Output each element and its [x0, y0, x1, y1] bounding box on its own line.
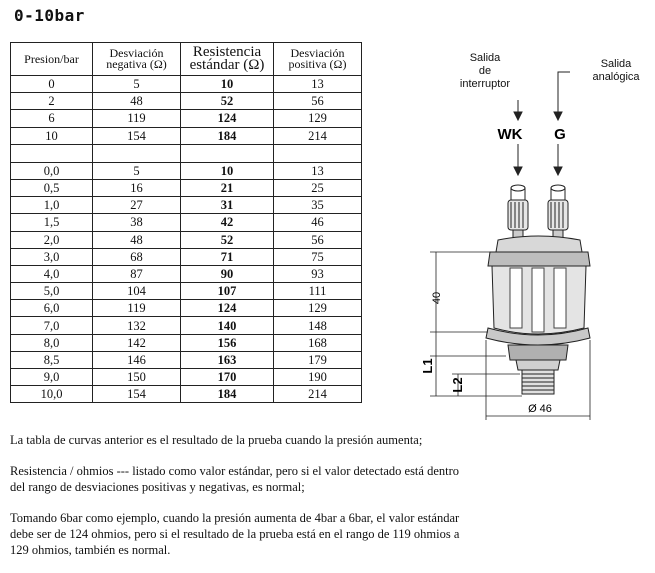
cell-negative: 154 [93, 386, 181, 403]
cell-positive: 129 [274, 110, 362, 127]
cell-standard: 52 [181, 231, 274, 248]
cell-negative: 132 [93, 317, 181, 334]
cell-standard: 52 [181, 93, 274, 110]
notes [10, 432, 470, 573]
cell-negative: 5 [93, 76, 181, 93]
page-title: 0-10bar [14, 6, 85, 25]
table-row [11, 197, 362, 214]
cell-negative: 104 [93, 283, 181, 300]
table-row [11, 265, 362, 282]
sensor-body [486, 236, 590, 394]
cell-pressure [11, 144, 93, 162]
cell-standard: 170 [181, 369, 274, 386]
table-row [11, 214, 362, 231]
cell-standard: 124 [181, 300, 274, 317]
table-row [11, 334, 362, 351]
cell-standard: 90 [181, 265, 274, 282]
cell-pressure: 2,0 [11, 231, 93, 248]
cell-negative: 68 [93, 248, 181, 265]
cell-positive: 148 [274, 317, 362, 334]
cell-pressure: 6 [11, 110, 93, 127]
header-negative-deviation: Desviación negativa (Ω) [93, 43, 181, 76]
dimension-diameter: Ø 46 [528, 403, 552, 415]
cell-pressure: 0,5 [11, 179, 93, 196]
cell-pressure: 10,0 [11, 386, 93, 403]
table-row [11, 386, 362, 403]
cell-positive: 168 [274, 334, 362, 351]
dimension-l1: L1 [420, 358, 435, 374]
switch-output-label: Salida de interruptor [459, 52, 511, 90]
g-arrow [554, 112, 562, 120]
table-header-row [11, 43, 362, 76]
cell-negative: 154 [93, 127, 181, 144]
wk-terminal-arrow [514, 167, 522, 175]
note-3: Tomando 6bar como ejemplo, cuando la presión aumenta de 4bar a 6bar, el valor estándar debe ser de 124 ohmios, pero si el resultado de la prueba está en el rango de 119 ohmios a 129 ohmios, también es normal. [10, 511, 460, 557]
cell-positive: 214 [274, 386, 362, 403]
table-row [11, 351, 362, 368]
cell-negative: 5 [93, 162, 181, 179]
cell-pressure: 7,0 [11, 317, 93, 334]
cell-pressure: 6,0 [11, 300, 93, 317]
cell-standard: 124 [181, 110, 274, 127]
cell-positive: 13 [274, 162, 362, 179]
table-row [11, 317, 362, 334]
table-row [11, 248, 362, 265]
cell-negative: 142 [93, 334, 181, 351]
cell-positive [274, 144, 362, 162]
cell-pressure: 9,0 [11, 369, 93, 386]
sensor-drawing [370, 40, 650, 430]
cell-positive: 56 [274, 231, 362, 248]
cell-negative: 16 [93, 179, 181, 196]
cell-standard: 21 [181, 179, 274, 196]
cell-standard: 31 [181, 197, 274, 214]
sensor-diagram [370, 40, 650, 430]
cell-negative: 146 [93, 351, 181, 368]
cell-negative: 27 [93, 197, 181, 214]
table-row [11, 127, 362, 144]
analog-output-label: Salida analógica [592, 58, 640, 83]
cell-positive: 56 [274, 93, 362, 110]
cell-positive: 93 [274, 265, 362, 282]
resistance-table [10, 42, 362, 403]
g-leader-line [558, 72, 570, 118]
cell-pressure: 0,0 [11, 162, 93, 179]
dimension-40: 40 [431, 291, 443, 305]
cell-positive: 25 [274, 179, 362, 196]
note-1: La tabla de curvas anterior es el resultado de la prueba cuando la presión aumenta; [10, 433, 423, 447]
cell-standard: 163 [181, 351, 274, 368]
cell-pressure: 1,0 [11, 197, 93, 214]
cell-standard: 184 [181, 386, 274, 403]
cell-pressure: 8,0 [11, 334, 93, 351]
cell-standard: 107 [181, 283, 274, 300]
dimension-l2: L2 [450, 377, 465, 393]
cell-standard: 42 [181, 214, 274, 231]
cell-pressure: 10 [11, 127, 93, 144]
cell-pressure: 3,0 [11, 248, 93, 265]
g-label: G [554, 126, 566, 143]
cell-pressure: 0 [11, 76, 93, 93]
cell-pressure: 4,0 [11, 265, 93, 282]
cell-negative: 48 [93, 231, 181, 248]
table-row [11, 300, 362, 317]
cell-standard: 71 [181, 248, 274, 265]
table-row [11, 93, 362, 110]
header-pressure: Presion/bar [11, 43, 93, 76]
cell-negative [93, 144, 181, 162]
cell-negative: 119 [93, 300, 181, 317]
table-row [11, 144, 362, 162]
cell-positive: 129 [274, 300, 362, 317]
table-row [11, 162, 362, 179]
wk-label: WK [497, 126, 523, 143]
cell-positive: 214 [274, 127, 362, 144]
header-positive-deviation: Desviación positiva (Ω) [274, 43, 362, 76]
cell-positive: 46 [274, 214, 362, 231]
cell-positive: 190 [274, 369, 362, 386]
cell-pressure: 2 [11, 93, 93, 110]
table-row [11, 369, 362, 386]
cell-negative: 119 [93, 110, 181, 127]
cell-negative: 48 [93, 93, 181, 110]
cell-standard: 140 [181, 317, 274, 334]
cell-positive: 75 [274, 248, 362, 265]
header-standard-resistance: Resistencia estándar (Ω) [181, 43, 274, 76]
cell-positive: 35 [274, 197, 362, 214]
cell-positive: 111 [274, 283, 362, 300]
table-row [11, 179, 362, 196]
wk-arrow [514, 112, 522, 120]
terminals [508, 185, 568, 240]
cell-negative: 150 [93, 369, 181, 386]
cell-standard: 10 [181, 76, 274, 93]
cell-pressure: 1,5 [11, 214, 93, 231]
table-row [11, 110, 362, 127]
cell-positive: 13 [274, 76, 362, 93]
cell-negative: 87 [93, 265, 181, 282]
cell-standard: 184 [181, 127, 274, 144]
cell-standard: 156 [181, 334, 274, 351]
table-row [11, 231, 362, 248]
g-terminal-arrow [554, 167, 562, 175]
cell-pressure: 5,0 [11, 283, 93, 300]
cell-standard: 10 [181, 162, 274, 179]
table-row [11, 283, 362, 300]
cell-positive: 179 [274, 351, 362, 368]
cell-negative: 38 [93, 214, 181, 231]
cell-standard [181, 144, 274, 162]
cell-pressure: 8,5 [11, 351, 93, 368]
table-row [11, 76, 362, 93]
note-2: Resistencia / ohmios --- listado como valor estándar, pero si el valor detectado está dentro del rango de desviaciones positivas y negativas, es normal; [10, 464, 460, 494]
